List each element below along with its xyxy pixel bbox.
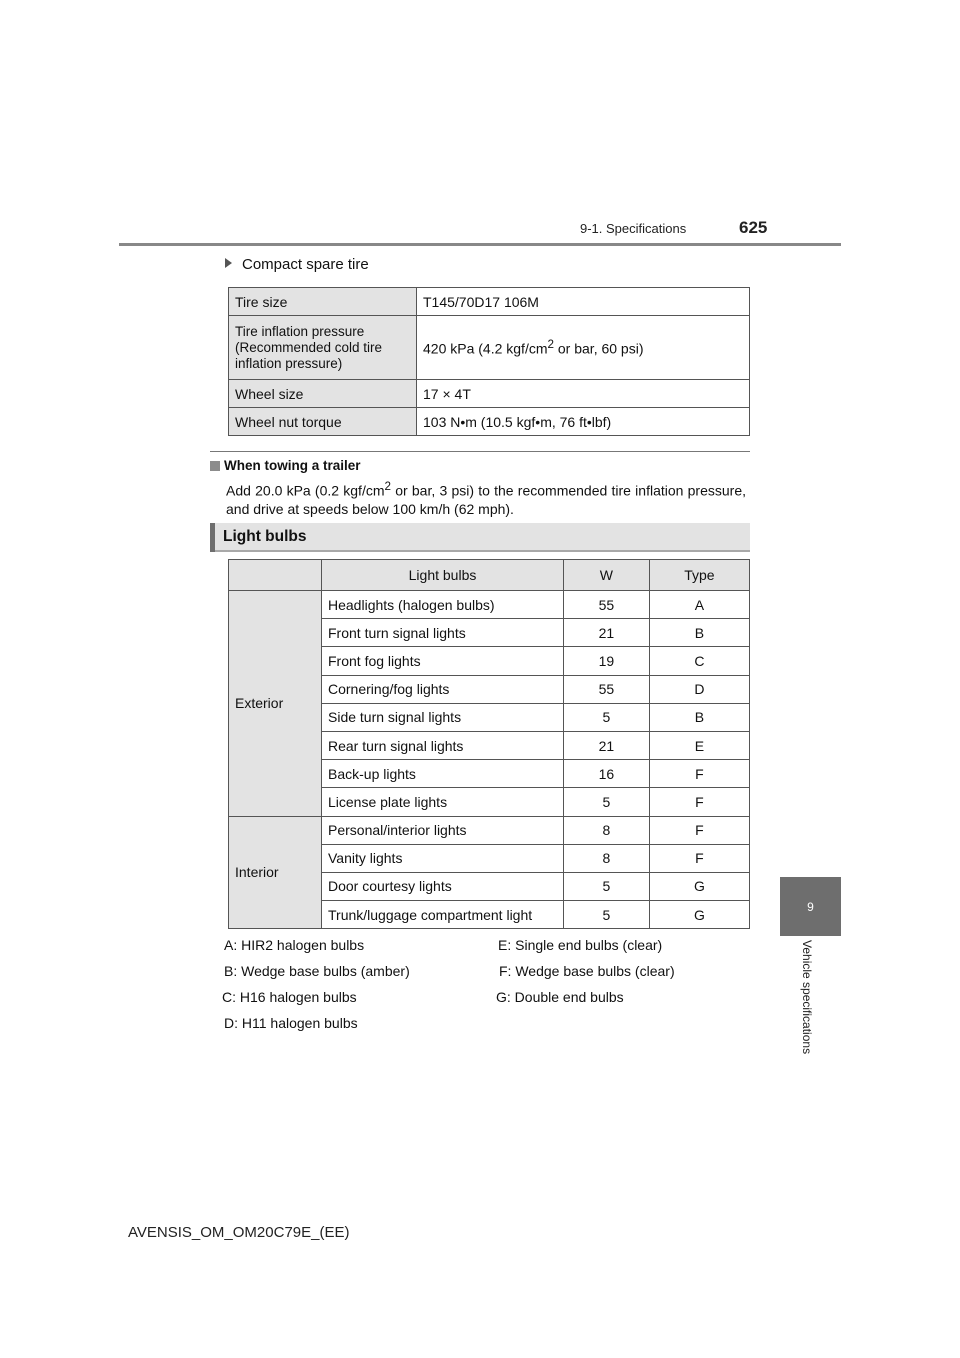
bulb-type: B <box>649 703 749 731</box>
towing-body-post: or bar, 3 psi) to the recommended tire inflation pressure, and drive at speeds below 100 km/h (62 mph). <box>226 482 746 517</box>
legend-item: C: H16 halogen bulbs <box>222 989 357 1005</box>
bulb-type: A <box>649 591 749 619</box>
light-bulbs-table-body <box>229 591 750 929</box>
bulb-wattage: 5 <box>564 703 650 731</box>
legend-item: B: Wedge base bulbs (amber) <box>224 963 410 979</box>
spec-label: Tire size <box>229 288 417 316</box>
header-rule <box>119 243 841 246</box>
bulb-name: Headlights (halogen bulbs) <box>322 591 564 619</box>
group-column-header <box>229 560 322 591</box>
bulb-wattage: 19 <box>564 647 650 675</box>
bulb-wattage: 5 <box>564 872 650 900</box>
bulb-name: Trunk/luggage compartment light <box>322 901 564 929</box>
bulb-name: Vanity lights <box>322 844 564 872</box>
chapter-side-label <box>800 940 820 1090</box>
spare-tire-heading-text: Compact spare tire <box>242 256 369 273</box>
header-section-title: 9-1. Specifications <box>580 221 687 236</box>
bulb-wattage: 55 <box>564 591 650 619</box>
bulb-type: C <box>649 647 749 675</box>
section-accent-bar <box>210 523 215 552</box>
bulb-wattage: 55 <box>564 675 650 703</box>
bulb-type: E <box>649 731 749 759</box>
bulb-name: Cornering/fog lights <box>322 675 564 703</box>
bulb-name: Front fog lights <box>322 647 564 675</box>
chapter-label: Vehicle specifications <box>800 940 814 1055</box>
spare-tire-heading <box>225 256 369 273</box>
bulb-name: Rear turn signal lights <box>322 731 564 759</box>
triangle-bullet-icon <box>225 258 232 268</box>
column-header-w: W <box>564 560 650 591</box>
group-label-exterior: Exterior <box>229 591 322 817</box>
legend-item: D: H11 halogen bulbs <box>224 1015 358 1031</box>
bulb-type: F <box>649 816 749 844</box>
spare-tire-table <box>228 287 750 436</box>
towing-heading <box>210 458 361 473</box>
spec-label: Wheel size <box>229 380 417 408</box>
inflation-value-pre: 420 kPa (4.2 kgf/cm <box>423 340 548 357</box>
spec-label: Wheel nut torque <box>229 408 417 436</box>
bulb-name: Side turn signal lights <box>322 703 564 731</box>
table-row <box>229 816 750 844</box>
spec-label: Tire inflation pressure (Recommended cold tire inflation pressure) <box>229 316 417 380</box>
bulb-wattage: 8 <box>564 844 650 872</box>
table-header-row <box>229 560 750 591</box>
column-header-type: Type <box>649 560 749 591</box>
bulb-wattage: 16 <box>564 760 650 788</box>
document-code: AVENSIS_OM_OM20C79E_(EE) <box>128 1224 350 1241</box>
legend-item: E: Single end bulbs (clear) <box>498 937 663 953</box>
column-header-light-bulbs: Light bulbs <box>322 560 564 591</box>
bulb-type: G <box>649 872 749 900</box>
bulb-wattage: 21 <box>564 619 650 647</box>
page-number: 625 <box>739 218 768 237</box>
legend-item: A: HIR2 halogen bulbs <box>224 937 365 953</box>
light-bulbs-table <box>228 559 750 929</box>
inflation-value-post: or bar, 60 psi) <box>554 340 644 357</box>
inflation-value-sup: 2 <box>547 338 554 352</box>
bulb-type: F <box>649 844 749 872</box>
light-bulbs-section-header <box>210 523 750 552</box>
table-row <box>229 408 750 436</box>
towing-body-sup: 2 <box>384 480 391 493</box>
towing-body <box>226 478 746 518</box>
bulb-name: Back-up lights <box>322 760 564 788</box>
bulb-wattage: 8 <box>564 816 650 844</box>
bulb-name: Door courtesy lights <box>322 872 564 900</box>
bulb-type: D <box>649 675 749 703</box>
legend-item: F: Wedge base bulbs (clear) <box>499 963 675 979</box>
chapter-tab <box>780 877 841 936</box>
chapter-number: 9 <box>807 899 814 914</box>
spec-value: T145/70D17 106M <box>417 288 750 316</box>
bulb-type: F <box>649 760 749 788</box>
bulb-name: Personal/interior lights <box>322 816 564 844</box>
table-row <box>229 380 750 408</box>
bulb-type: G <box>649 901 749 929</box>
towing-body-pre: Add 20.0 kPa (0.2 kgf/cm <box>226 482 385 499</box>
bulb-name: License plate lights <box>322 788 564 816</box>
bulb-type: F <box>649 788 749 816</box>
bulb-wattage: 5 <box>564 901 650 929</box>
towing-heading-text: When towing a trailer <box>224 458 361 473</box>
table-row <box>229 591 750 619</box>
square-bullet-icon <box>210 461 220 471</box>
bulb-wattage: 21 <box>564 731 650 759</box>
bulb-wattage: 5 <box>564 788 650 816</box>
bulb-type: B <box>649 619 749 647</box>
spec-value <box>417 316 750 380</box>
table-row <box>229 316 750 380</box>
legend-item: G: Double end bulbs <box>496 989 624 1005</box>
bulb-name: Front turn signal lights <box>322 619 564 647</box>
light-bulbs-title: Light bulbs <box>223 528 307 545</box>
section-divider <box>210 451 750 452</box>
spec-value: 103 N•m (10.5 kgf•m, 76 ft•lbf) <box>417 408 750 436</box>
table-row <box>229 288 750 316</box>
group-label-interior: Interior <box>229 816 322 929</box>
spec-value: 17 × 4T <box>417 380 750 408</box>
